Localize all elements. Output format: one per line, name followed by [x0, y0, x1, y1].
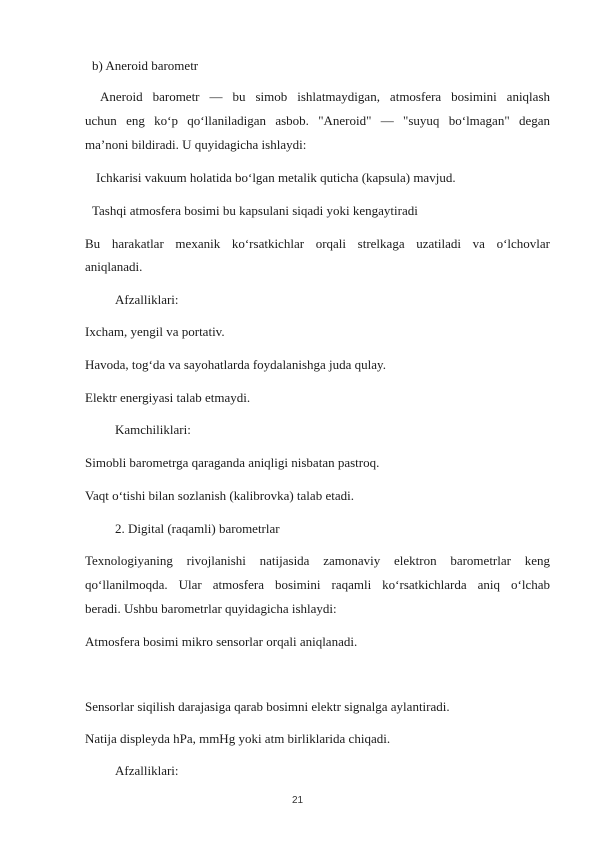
- paragraph-line: Texnologiyaning rivojlanishi natijasida zamonaviy elektron barometrlar keng: [85, 553, 550, 568]
- page-number: 21: [291, 795, 304, 806]
- list-item: Ixcham, yengil va portativ.: [85, 324, 225, 339]
- paragraph-line: uchun eng ko‘p qo‘llaniladigan asbob. "Aneroid" — "suyuq bo‘lmagan" degan: [85, 113, 550, 128]
- list-item: Vaqt o‘tishi bilan sozlanish (kalibrovka) talab etadi.: [85, 488, 354, 503]
- list-item: Havoda, tog‘da va sayohatlarda foydalanishga juda qulay.: [85, 357, 386, 372]
- section-heading-aneroid: b) Aneroid barometr: [92, 58, 199, 73]
- paragraph-line: beradi. Ushbu barometrlar quyidagicha ishlaydi:: [85, 601, 337, 616]
- paragraph-line: Tashqi atmosfera bosimi bu kapsulani siqadi yoki kengaytiradi: [92, 203, 418, 218]
- paragraph-line: Natija displeyda hPa, mmHg yoki atm birliklarida chiqadi.: [85, 731, 391, 746]
- subheading-disadvantages: Kamchiliklari:: [115, 422, 191, 437]
- paragraph-line: aniqlanadi.: [85, 259, 143, 274]
- paragraph-line: qo‘llanilmoqda. Ular atmosfera bosimini raqamli ko‘rsatkichlarda aniq o‘lchab: [85, 577, 550, 592]
- paragraph-line: Bu harakatlar mexanik ko‘rsatkichlar orqali strelkaga uzatiladi va o‘lchovlar: [85, 236, 550, 251]
- paragraph-line: Aneroid barometr — bu simob ishlatmaydigan, atmosfera bosimini aniqlash: [100, 89, 550, 104]
- subheading-advantages: Afzalliklari:: [115, 292, 179, 307]
- paragraph-line: Sensorlar siqilish darajasiga qarab bosimni elektr signalga aylantiradi.: [85, 699, 450, 714]
- section-heading-digital: 2. Digital (raqamli) barometrlar: [115, 521, 280, 536]
- list-item: Elektr energiyasi talab etmaydi.: [85, 390, 251, 405]
- paragraph-line: ma’noni bildiradi. U quyidagicha ishlaydi:: [85, 137, 307, 152]
- list-item: Simobli barometrga qaraganda aniqligi nisbatan pastroq.: [85, 455, 380, 470]
- subheading-advantages: Afzalliklari:: [115, 763, 179, 778]
- paragraph-line: Atmosfera bosimi mikro sensorlar orqali aniqlanadi.: [85, 634, 358, 649]
- paragraph-line: Ichkarisi vakuum holatida bo‘lgan metalik quticha (kapsula) mavjud.: [96, 170, 456, 185]
